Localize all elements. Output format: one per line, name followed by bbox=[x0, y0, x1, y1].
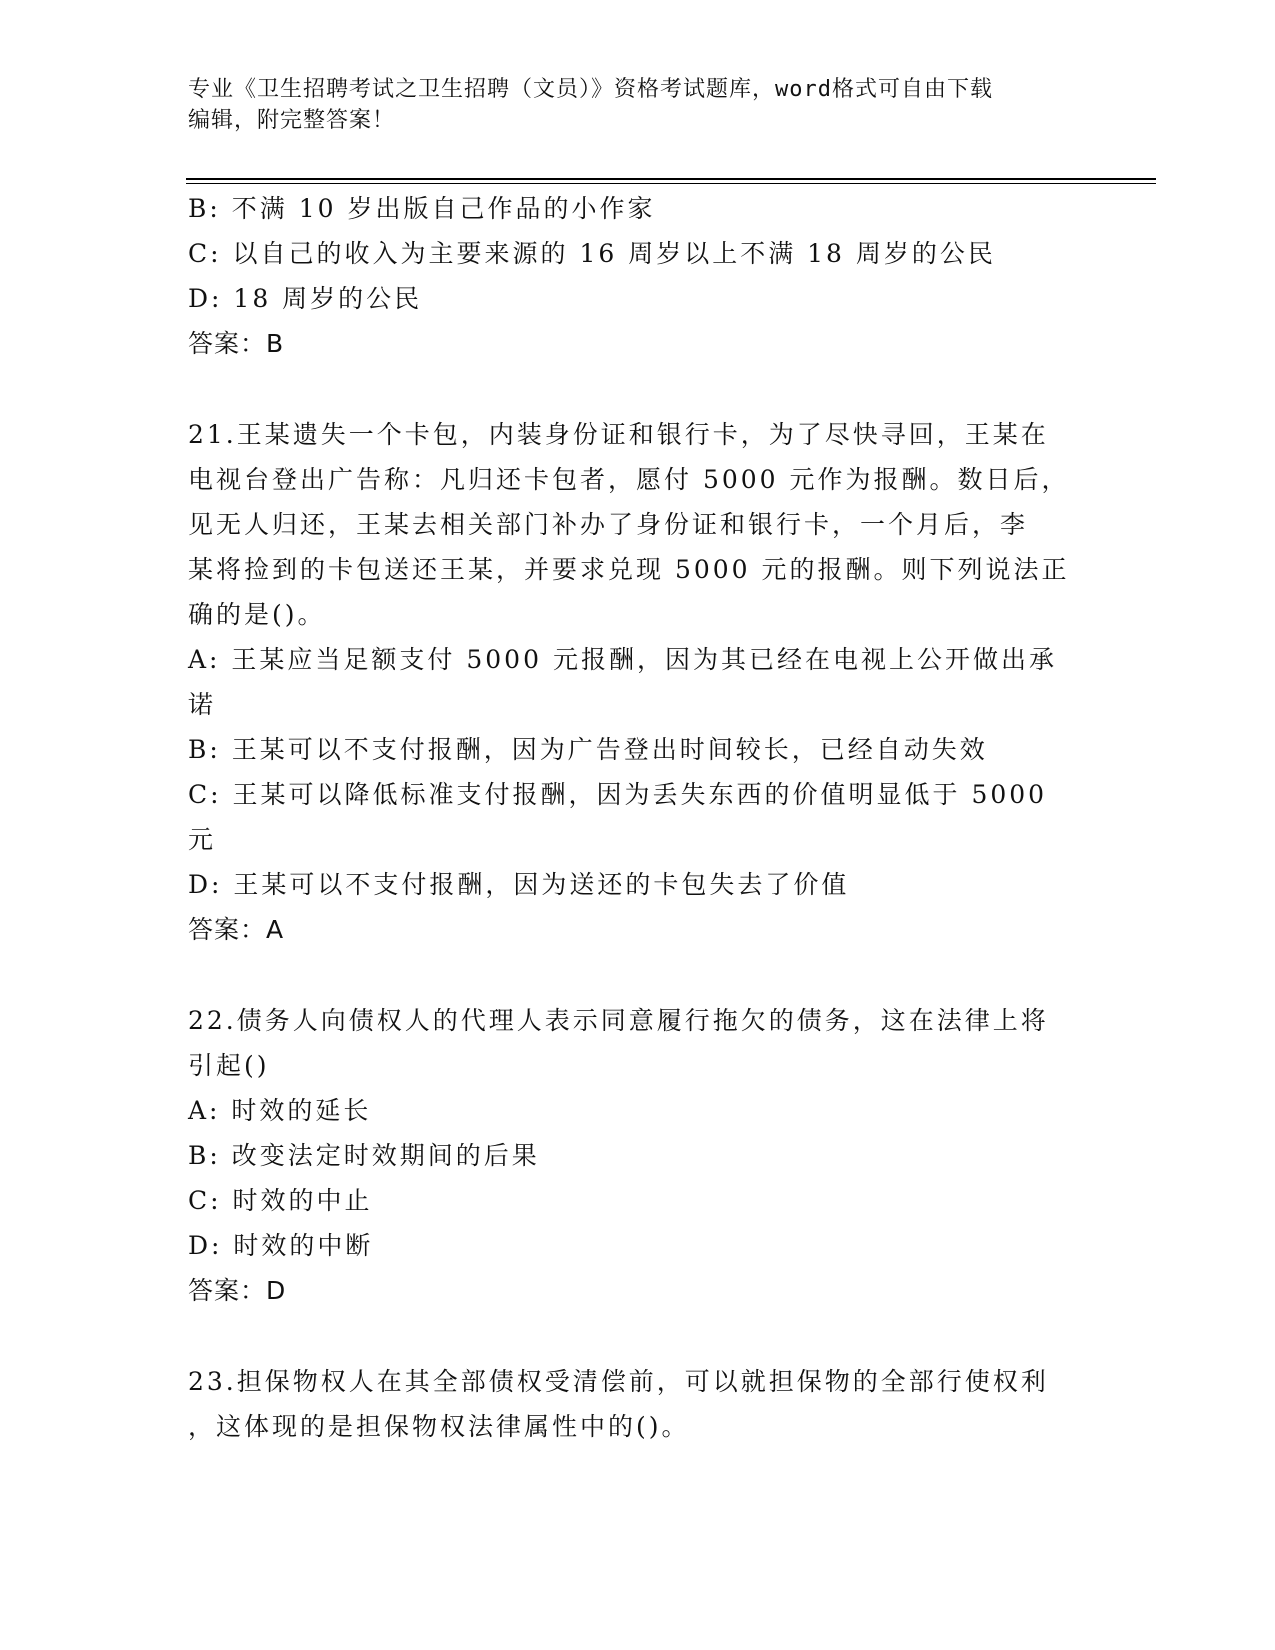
header-line-1: 专业《卫生招聘考试之卫生招聘（文员）》资格考试题库，word格式可自由下载 bbox=[188, 77, 993, 102]
answer-line: 答案：A bbox=[188, 915, 285, 944]
header-divider-thin bbox=[186, 183, 1156, 184]
option-d: D: 时效的中断 bbox=[188, 1231, 374, 1260]
document-header bbox=[188, 74, 1068, 136]
option-a: A: 时效的延长 bbox=[188, 1096, 372, 1125]
answer-line: 答案：D bbox=[188, 1276, 287, 1305]
option-c: C: 王某可以降低标准支付报酬，因为丢失东西的价值明显低于 5000 bbox=[188, 780, 1048, 809]
question-stem-line: 21.王某遗失一个卡包，内装身份证和银行卡，为了尽快寻回，王某在 bbox=[188, 420, 1049, 449]
header-line-2: 编辑，附完整答案！ bbox=[188, 108, 396, 133]
question-stem-line: ，这体现的是担保物权法律属性中的()。 bbox=[188, 1412, 690, 1441]
question-23 bbox=[188, 1359, 1088, 1449]
question-stem-line: 22.债务人向债权人的代理人表示同意履行拖欠的债务，这在法律上将 bbox=[188, 1006, 1049, 1035]
option-c: C: 以自己的收入为主要来源的 16 周岁以上不满 18 周岁的公民 bbox=[188, 239, 996, 268]
option-c: C: 时效的中止 bbox=[188, 1186, 373, 1215]
option-d: D: 18 周岁的公民 bbox=[188, 284, 423, 313]
answer-line: 答案：B bbox=[188, 329, 285, 358]
question-stem-line: 电视台登出广告称：凡归还卡包者，愿付 5000 元作为报酬。数日后， bbox=[188, 465, 1070, 494]
question-21 bbox=[188, 412, 1088, 952]
option-b: B: 不满 10 岁出版自己作品的小作家 bbox=[188, 194, 656, 223]
header-divider-thick bbox=[186, 178, 1156, 180]
question-20 bbox=[188, 186, 1088, 366]
question-stem-line: 见无人归还，王某去相关部门补办了身份证和银行卡，一个月后，李 bbox=[188, 510, 1029, 539]
option-b: B: 王某可以不支付报酬，因为广告登出时间较长，已经自动失效 bbox=[188, 735, 988, 764]
question-stem-line: 某将捡到的卡包送还王某，并要求兑现 5000 元的报酬。则下列说法正 bbox=[188, 555, 1070, 584]
question-stem-line: 确的是()。 bbox=[188, 600, 326, 629]
option-b: B: 改变法定时效期间的后果 bbox=[188, 1141, 540, 1170]
question-stem-line: 引起() bbox=[188, 1051, 270, 1080]
option-a: A: 王某应当足额支付 5000 元报酬，因为其已经在电视上公开做出承 bbox=[188, 645, 1057, 674]
option-d: D: 王某可以不支付报酬，因为送还的卡包失去了价值 bbox=[188, 870, 850, 899]
option-a-continued: 诺 bbox=[188, 690, 217, 719]
option-c-continued: 元 bbox=[188, 825, 217, 854]
question-stem-line: 23.担保物权人在其全部债权受清偿前，可以就担保物的全部行使权利 bbox=[188, 1367, 1049, 1396]
question-22 bbox=[188, 998, 1088, 1313]
question-content bbox=[188, 186, 1088, 1449]
